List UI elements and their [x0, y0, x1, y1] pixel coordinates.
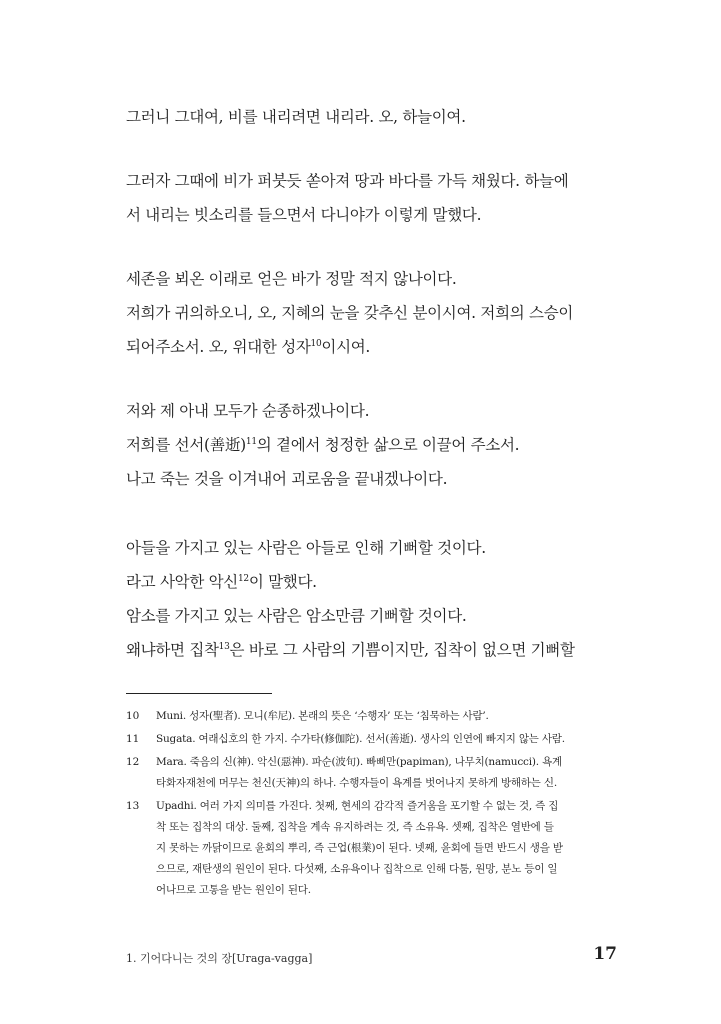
footnote-ref-10[interactable]: 10: [310, 339, 322, 349]
footnote-line: 타화자재천에 머무는 천신(天神)의 하나. 수행자들이 욕계를 벗어나지 못하게 방해하는 신.: [156, 777, 557, 789]
verse-line: 그러자 그때에 비가 퍼붓듯 쏟아져 땅과 바다를 가득 채웠다. 하늘에: [126, 172, 569, 190]
verse-line: [126, 633, 626, 667]
verse-2: [126, 164, 626, 232]
footnote-ref-13[interactable]: 13: [218, 642, 230, 652]
footnote-ref-11[interactable]: 11: [245, 437, 257, 447]
verse-text: 의 곁에서 청정한 삶으로 이끌어 주소서.: [256, 436, 520, 454]
verse-text: 은 바로 그 사람의 기쁨이지만, 집착이 없으면 기뻐할: [229, 641, 575, 659]
footnote-line: 착 또는 집착의 대상. 둘째, 집착을 계속 유지하려는 것, 즉 소유욕. 셋째, 집착은 열반에 들: [156, 821, 554, 833]
chapter-running-footer: 1. 기어다니는 것의 장[Uraga-vagga]: [126, 952, 313, 965]
footnote-10: [126, 706, 626, 727]
verse-line: [126, 330, 626, 364]
verse-line: 그러니 그대여, 비를 내리려면 내리라. 오, 하늘이여.: [126, 108, 466, 126]
footnote-12: [126, 752, 626, 794]
footnote-text: [156, 796, 626, 901]
page-number: 17: [593, 944, 617, 964]
verse-text: 되어주소서. 오, 위대한 성자: [126, 338, 311, 356]
footnote-line: 어나므로 고통을 받는 원인이 된다.: [156, 884, 311, 896]
verse-text: 이 말했다.: [248, 573, 317, 591]
footnote-11: [126, 729, 626, 750]
verse-3: [126, 262, 626, 364]
verse-text: 저희를 선서(善逝): [126, 436, 246, 454]
verse-4: [126, 394, 626, 496]
verse-line: 암소를 가지고 있는 사람은 암소만큼 기뻐할 것이다.: [126, 607, 467, 625]
footnote-text: [156, 752, 626, 794]
footnote-line: 지 못하는 까닭이므로 윤회의 뿌리, 즉 근업(根業)이 된다. 넷째, 윤회에 들면 반드시 생을 받: [156, 842, 563, 854]
verse-line: 저와 제 아내 모두가 순종하겠나이다.: [126, 402, 370, 420]
verse-5: [126, 531, 626, 667]
footnote-ref-12[interactable]: 12: [237, 574, 249, 584]
footnote-text: [156, 729, 626, 750]
footnote-number: 10: [126, 710, 140, 722]
verse-line: [126, 565, 626, 599]
footnote-number: 13: [126, 800, 140, 812]
verse-1: [126, 100, 626, 134]
verse-line: 서 내리는 빗소리를 들으면서 다니야가 이렇게 말했다.: [126, 206, 482, 224]
footnote-line: Mara. 죽음의 신(神). 악신(惡神). 파순(波旬). 빠삐만(papiman), 나무치(namucci). 욕계: [156, 756, 562, 768]
footnote-line: Muni. 성자(聖者). 모니(牟尼). 본래의 뜻은 ‘수행자’ 또는 ‘침묵하는 사람’.: [156, 710, 489, 722]
footnote-line: Sugata. 여래십호의 한 가지. 수가타(修伽陀). 선서(善逝). 생사의 인연에 빠지지 않는 사람.: [156, 733, 565, 745]
footnote-number: 12: [126, 756, 140, 768]
verse-line: 아들을 가지고 있는 사람은 아들로 인해 기뻐할 것이다.: [126, 539, 486, 557]
footnote-divider: [126, 693, 272, 694]
verse-line: 세존을 뵈온 이래로 얻은 바가 정말 적지 않나이다.: [126, 270, 457, 288]
footnote-text: [156, 706, 626, 727]
footnote-line: Upadhi. 여러 가지 의미를 가진다. 첫째, 현세의 감각적 즐거움을 포기할 수 없는 것, 즉 집: [156, 800, 559, 812]
footnote-number: 11: [126, 733, 140, 745]
footnote-13: [126, 796, 626, 901]
verse-line: 저희가 귀의하오니, 오, 지혜의 눈을 갖추신 분이시여. 저희의 스승이: [126, 304, 574, 322]
footnote-line: 으므로, 재탄생의 원인이 된다. 다섯째, 소유욕이나 집착으로 인해 다툼, 원망, 분노 등이 일: [156, 863, 558, 875]
verse-text: 라고 사악한 악신: [126, 573, 238, 591]
verse-text: 왜냐하면 집착: [126, 641, 219, 659]
verse-line: 나고 죽는 것을 이겨내어 괴로움을 끝내겠나이다.: [126, 470, 448, 488]
verse-line: [126, 428, 626, 462]
verse-text: 이시여.: [321, 338, 371, 356]
